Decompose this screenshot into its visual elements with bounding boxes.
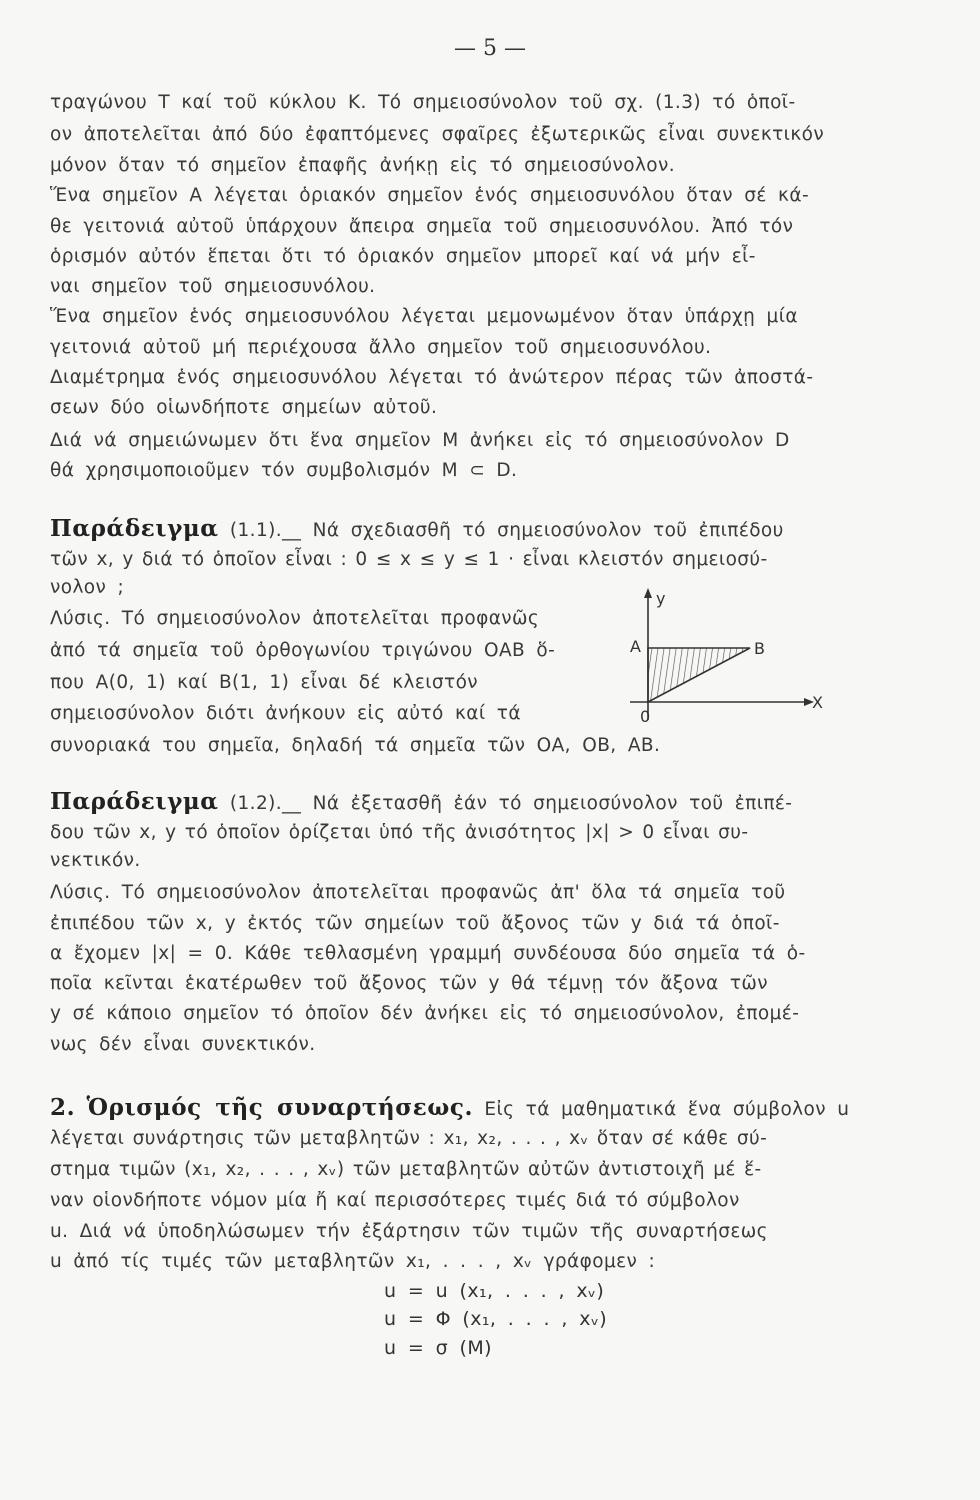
text-line: νεκτικόν. [50,850,141,871]
y-axis-label: y [656,589,666,608]
text-line: Διαμέτρημα ἑνός σημειοσυνόλου λέγεται τό ἀνώτερον πέρας τῶν ἀποστά- [50,367,814,388]
example-2-statement: Νά ἐξετασθῆ ἐάν τό σημειοσύνολον τοῦ ἐπιπέ- [312,793,793,814]
solution-line: συνοριακά του σημεῖα, δηλαδή τά σημεῖα τῶν ΟΑ, ΟΒ, ΑΒ. [50,735,661,756]
solution-line: ποῖα κεῖνται ἑκατέρωθεν τοῦ ἄξονος τῶν y θά τέμνῃ τόν ἄξονα τῶν [50,973,769,994]
text-line: Διά νά σημειώνωμεν ὅτι ἕνα σημεῖον Μ ἀνήκει εἰς τό σημειοσύνολον D [50,430,790,451]
solution-line: y σέ κάποιο σημεῖον τό ὁποῖον δέν ἀνήκει εἰς τό σημειοσύνολον, ἐπομέ- [50,1003,800,1024]
text-line: τῶν x, y διά τό ὁποῖον εἶναι : 0 ≤ x ≤ y ≤ 1 · εἶναι κλειστόν σημειοσύ- [50,549,768,570]
section-2-heading: Ὁρισμός τῆς συναρτήσεως. [86,1094,474,1121]
x-axis-label: X [812,693,823,712]
solution-line: α ἔχομεν |x| = 0. Κάθε τεθλασμένη γραμμή συνδέουσα δύο σημεῖα τά ὁ- [50,943,806,964]
text-line: σεων δύο οἱωνδήποτε σημείων αὐτοῦ. [50,397,438,418]
origin-label: 0 [640,707,651,726]
text-line: Ἕνα σημεῖον ἑνός σημειοσυνόλου λέγεται μεμονωμένον ὅταν ὑπάρχῃ μία [50,306,798,327]
text-line: δου τῶν x, y τό ὁποῖον ὁρίζεται ὑπό τῆς ἀνισότητος |x| > 0 εἶναι συ- [50,822,749,843]
text-line: λέγεται συνάρτησις τῶν μεταβλητῶν : x₁, x₂, . . . , xᵥ ὅταν σέ κάθε σύ- [50,1128,768,1149]
page-number: — 5 — [454,36,526,61]
example-1-heading: Παράδειγμα [50,515,219,542]
solution-line: νως δέν εἶναι συνεκτικόν. [50,1034,316,1055]
text-line: τραγώνου Τ καί τοῦ κύκλου Κ. Τό σημειοσύνολον τοῦ σχ. (1.3) τό ὁποῖ- [50,92,796,113]
equation: u = Φ (x₁, . . . , xᵥ) [384,1308,608,1330]
point-b-label: B [754,639,765,658]
text-line: γειτονιά αὐτοῦ μή περιέχουσα ἄλλο σημεῖον τοῦ σημειοσυνόλου. [50,337,712,358]
example-1-statement: Νά σχεδιασθῆ τό σημειοσύνολον τοῦ ἐπιπέδου [312,520,784,541]
y-axis-arrow-icon [644,588,652,598]
section-2-intro: Εἰς τά μαθηματικά ἕνα σύμβολον u [484,1099,850,1120]
text-line: ναι σημεῖον τοῦ σημειοσυνόλου. [50,276,376,297]
example-1-heading-line [50,515,784,542]
example-2-heading: Παράδειγμα [50,788,219,815]
section-2-number: 2. [50,1094,76,1121]
text-line: στημα τιμῶν (x₁, x₂, . . . , xᵥ) τῶν μεταβλητῶν αὐτῶν ἀντιστοιχῆ μέ ἕ- [50,1159,762,1180]
equation: u = σ (M) [384,1337,492,1359]
solution-line: που Α(0, 1) καί Β(1, 1) εἶναι δέ κλειστόν [50,672,479,693]
solution-line: Λύσις. Τό σημειοσύνολον ἀποτελεῖται προφανῶς ἀπ' ὅλα τά σημεῖα τοῦ [50,882,786,903]
example-2-heading-line [50,788,792,815]
example-2-number: (1.2).__ [229,793,302,814]
equation: u = u (x₁, . . . , xᵥ) [384,1280,605,1302]
triangle-figure [600,584,840,734]
triangle-oab [648,648,750,702]
text-line: θά χρησιμοποιοῦμεν τόν συμβολισμόν Μ ⊂ D. [50,460,518,481]
text-line: μόνον ὅταν τό σημεῖον ἐπαφῆς ἀνήκῃ εἰς τό σημειοσύνολον. [50,155,676,176]
text-line: νολον ; [50,577,125,598]
text-line: ον ἀποτελεῖται ἀπό δύο ἐφαπτόμενες σφαῖρες ἐξωτερικῶς εἶναι συνεκτικόν [50,124,825,145]
text-line: Ἕνα σημεῖον Α λέγεται ὁριακόν σημεῖον ἑνός σημειοσυνόλου ὅταν σέ κά- [50,185,810,206]
text-line: u. Διά νά ὑποδηλώσωμεν τήν ἐξάρτησιν τῶν τιμῶν τῆς συναρτήσεως [50,1221,768,1242]
solution-line: ἀπό τά σημεῖα τοῦ ὀρθογωνίου τριγώνου ΟΑΒ ὅ- [50,640,556,661]
text-line: θε γειτονιά αὐτοῦ ὑπάρχουν ἄπειρα σημεῖα τοῦ σημειοσυνόλου. Ἀπό τόν [50,216,794,237]
point-a-label: A [630,637,641,656]
text-line: u ἀπό τίς τιμές τῶν μεταβλητῶν x₁, . . . , xᵥ γράφομεν : [50,1251,656,1272]
solution-line: σημειοσύνολον διότι ἀνήκουν εἰς αὐτό καί τά [50,703,521,724]
solution-line: ἐπιπέδου τῶν x, y ἐκτός τῶν σημείων τοῦ ἄξονος τῶν y διά τά ὁποῖ- [50,913,780,934]
text-line: ὁρισμόν αὐτόν ἕπεται ὅτι τό ὁριακόν σημεῖον μπορεῖ καί νά μήν εἶ- [50,246,756,267]
solution-line: Λύσις. Τό σημειοσύνολον ἀποτελεῖται προφανῶς [50,608,540,629]
example-1-number: (1.1).__ [229,520,302,541]
text-line: ναν οἱονδήποτε νόμον μία ἤ καί περισσότερες τιμές διά τό σύμβολον [50,1190,740,1211]
section-2-heading-line [50,1094,849,1121]
